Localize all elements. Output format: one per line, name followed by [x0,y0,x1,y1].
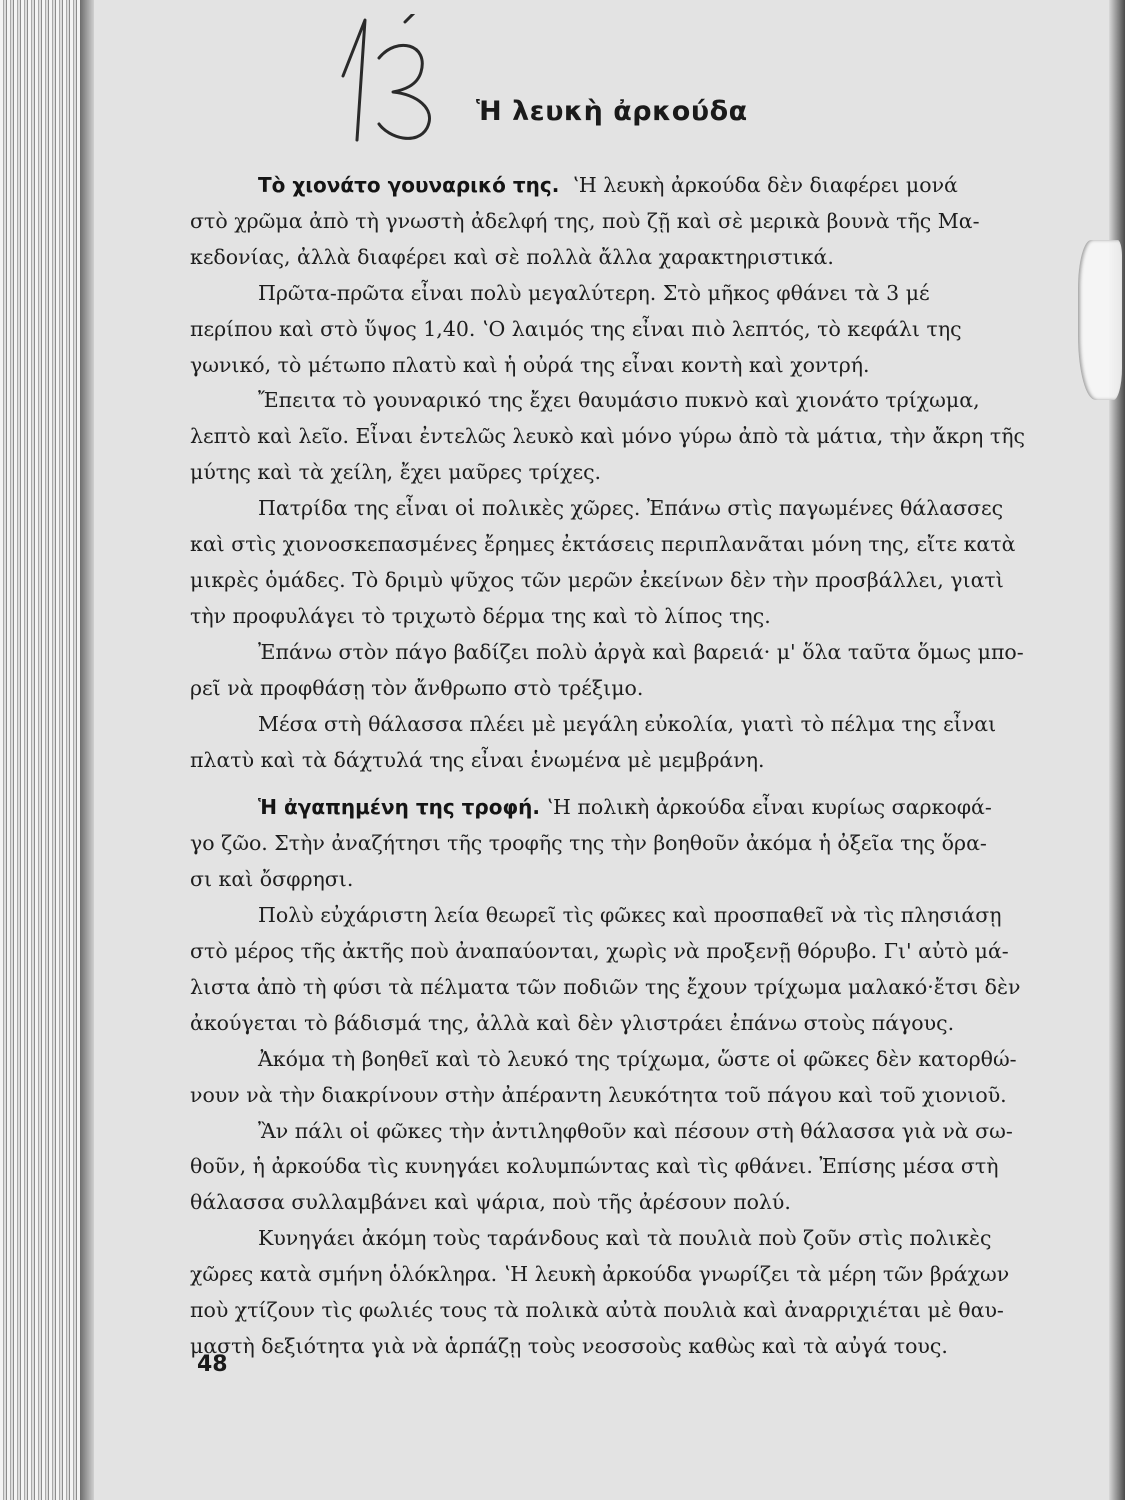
handwritten-number-drawing [333,14,445,144]
handwritten-page-mark [333,14,445,144]
text-line: Μέσα στὴ θάλασσα πλέει μὲ μεγάλη εὐκολία, γιατὶ τὸ πέλμα της εἶναι [258,711,997,736]
text-line: ποὺ χτίζουν τὶς φωλιές τους τὰ πολικὰ αὐτὰ πουλιὰ καὶ ἀναρριχιέται μὲ θαυ- [190,1298,1004,1323]
text-line: καὶ στὶς χιονοσκεπασμένες ἔρημες ἐκτάσεις περιπλανᾶται μόνη της, εἴτε κατὰ [190,532,1016,557]
paragraph [190,1114,1100,1222]
text-line: νουν νὰ τὴν διακρίνουν στὴν ἀπέραντη λευκότητα τοῦ πάγου καὶ τοῦ χιονιοῦ. [190,1082,1007,1107]
paragraph [190,790,1100,898]
text-line: μαστὴ δεξιότητα γιὰ νὰ ἁρπάζῃ τοὺς νεοσσοὺς καθὼς καὶ τὰ αὐγά τους. [190,1334,948,1358]
text-line: Ἡ ἀγαπημένη της τροφή. ʽΗ πολικὴ ἀρκούδα εἶναι κυρίως σαρκοφά- [258,795,992,820]
page-number: 48 [197,1352,228,1377]
section-heading: Τὸ χιονάτο γουναρικό της. [258,173,560,197]
text-line: Πρῶτα-πρῶτα εἶναι πολὺ μεγαλύτερη. Στὸ μῆκος φθάνει τὰ 3 μέ [258,280,930,305]
paragraph [190,491,1100,635]
text-line: στὸ μέρος τῆς ἀκτῆς ποὺ ἀναπαύονται, χωρὶς νὰ προξενῇ θόρυβο. Γι' αὐτὸ μά- [190,939,1009,964]
text-line: τὴν προφυλάγει τὸ τριχωτὸ δέρμα της καὶ τὸ λίπος της. [190,603,771,628]
text-line: Πατρίδα της εἶναι οἱ πολικὲς χῶρες. Ἐπάνω στὶς παγωμένες θάλασσες [258,496,1004,521]
section-heading: Ἡ ἀγαπημένη της τροφή. [258,795,540,820]
text-line: κεδονίας, ἀλλὰ διαφέρει καὶ σὲ πολλὰ ἄλλα χαρακτηριστικά. [190,244,834,269]
text-body [190,168,1100,1365]
text-line: χῶρες κατὰ σμήνη ὁλόκληρα. ʽΗ λευκὴ ἀρκούδα γνωρίζει τὰ μέρη τῶν βράχων [190,1262,1010,1287]
text-line: Πολὺ εὐχάριστη λεία θεωρεῖ τὶς φῶκες καὶ προσπαθεῖ νὰ τὶς πλησιάσῃ [258,903,1002,928]
text-line: Ἂν πάλι οἱ φῶκες τὴν ἀντιληφθοῦν καὶ πέσουν στὴ θάλασσα γιὰ νὰ σω- [258,1118,1013,1143]
paragraph [190,1042,1100,1114]
text-line: Τὸ χιονάτο γουναρικό της. ʽΗ λευκὴ ἀρκούδα δὲν διαφέρει μονά [258,173,958,197]
text-line: Ἐπάνω στὸν πάγο βαδίζει πολὺ ἀργὰ καὶ βαρειά· μ' ὅλα ταῦτα ὅμως μπο- [258,639,1024,664]
page-right-edge [1109,0,1125,1500]
text-line: θάλασσα συλλαμβάνει καὶ ψάρια, ποὺ τῆς ἀρέσουν πολύ. [190,1190,791,1215]
book-gutter [80,0,94,1500]
text-line: μικρὲς ὁμάδες. Τὸ δριμὺ ψῦχος τῶν μερῶν ἐκείνων δὲν τὴν προσβάλλει, γιατὶ [190,567,1004,592]
page-edges [0,0,80,1500]
text-line: μύτης καὶ τὰ χείλη, ἔχει μαῦρες τρίχες. [190,460,602,485]
text-line: Κυνηγάει ἀκόμη τοὺς ταράνδους καὶ τὰ πουλιὰ ποὺ ζοῦν στὶς πολικὲς [258,1226,992,1251]
paragraph [190,707,1100,779]
paragraph [190,635,1100,707]
paragraph [190,168,1100,276]
text-line: λιστα ἀπὸ τὴ φύσι τὰ πέλματα τῶν ποδιῶν της ἔχουν τρίχωμα μαλακό·ἔτσι δὲν [190,974,1021,999]
text-line: γο ζῶο. Στὴν ἀναζήτησι τῆς τροφῆς της τὴν βοηθοῦν ἀκόμα ἡ ὀξεῖα της ὅρα- [190,831,987,856]
paragraph [190,1221,1100,1365]
text-line: γωνικό, τὸ μέτωπο πλατὺ καὶ ἡ οὐρά της εἶναι κοντὴ καὶ χοντρή. [190,352,870,377]
text-line: λεπτὸ καὶ λεῖο. Εἶναι ἐντελῶς λευκὸ καὶ μόνο γύρω ἀπὸ τὰ μάτια, τὴν ἄκρη τῆς [190,424,1025,449]
text-line: ρεῖ νὰ προφθάσῃ τὸν ἄνθρωπο στὸ τρέξιμο. [190,675,644,700]
text-line: Ἀκόμα τὴ βοηθεῖ καὶ τὸ λευκό της τρίχωμα, ὥστε οἱ φῶκες δὲν κατορθώ- [258,1046,1017,1071]
paragraph [190,383,1100,491]
text-line: ἀκούγεται τὸ βάδισμά της, ἀλλὰ καὶ δὲν γλιστράει ἐπάνω στοὺς πάγους. [190,1010,955,1035]
paragraph [190,898,1100,1042]
page-title: Ἡ λευκὴ ἀρκούδα [476,96,748,127]
text-line: στὸ χρῶμα ἀπὸ τὴ γνωστὴ ἀδελφή της, ποὺ ζῇ καὶ σὲ μερικὰ βουνὰ τῆς Μα- [190,208,980,233]
paragraph [190,276,1100,384]
text-line: Ἔπειτα τὸ γουναρικό της ἔχει θαυμάσιο πυκνὸ καὶ χιονάτο τρίχωμα, [258,388,980,413]
text-line: σι καὶ ὄσφρησι. [190,867,354,892]
text-line: περίπου καὶ στὸ ὕψος 1,40. ʽΟ λαιμός της εἶναι πιὸ λεπτός, τὸ κεφάλι της [190,316,962,341]
text-line: πλατὺ καὶ τὰ δάχτυλά της εἶναι ἑνωμένα μὲ μεμβράνη. [190,747,765,772]
text-line: θοῦν, ἡ ἀρκούδα τὶς κυνηγάει κολυμπώντας καὶ τὶς φθάνει. Ἐπίσης μέσα στὴ [190,1154,999,1179]
